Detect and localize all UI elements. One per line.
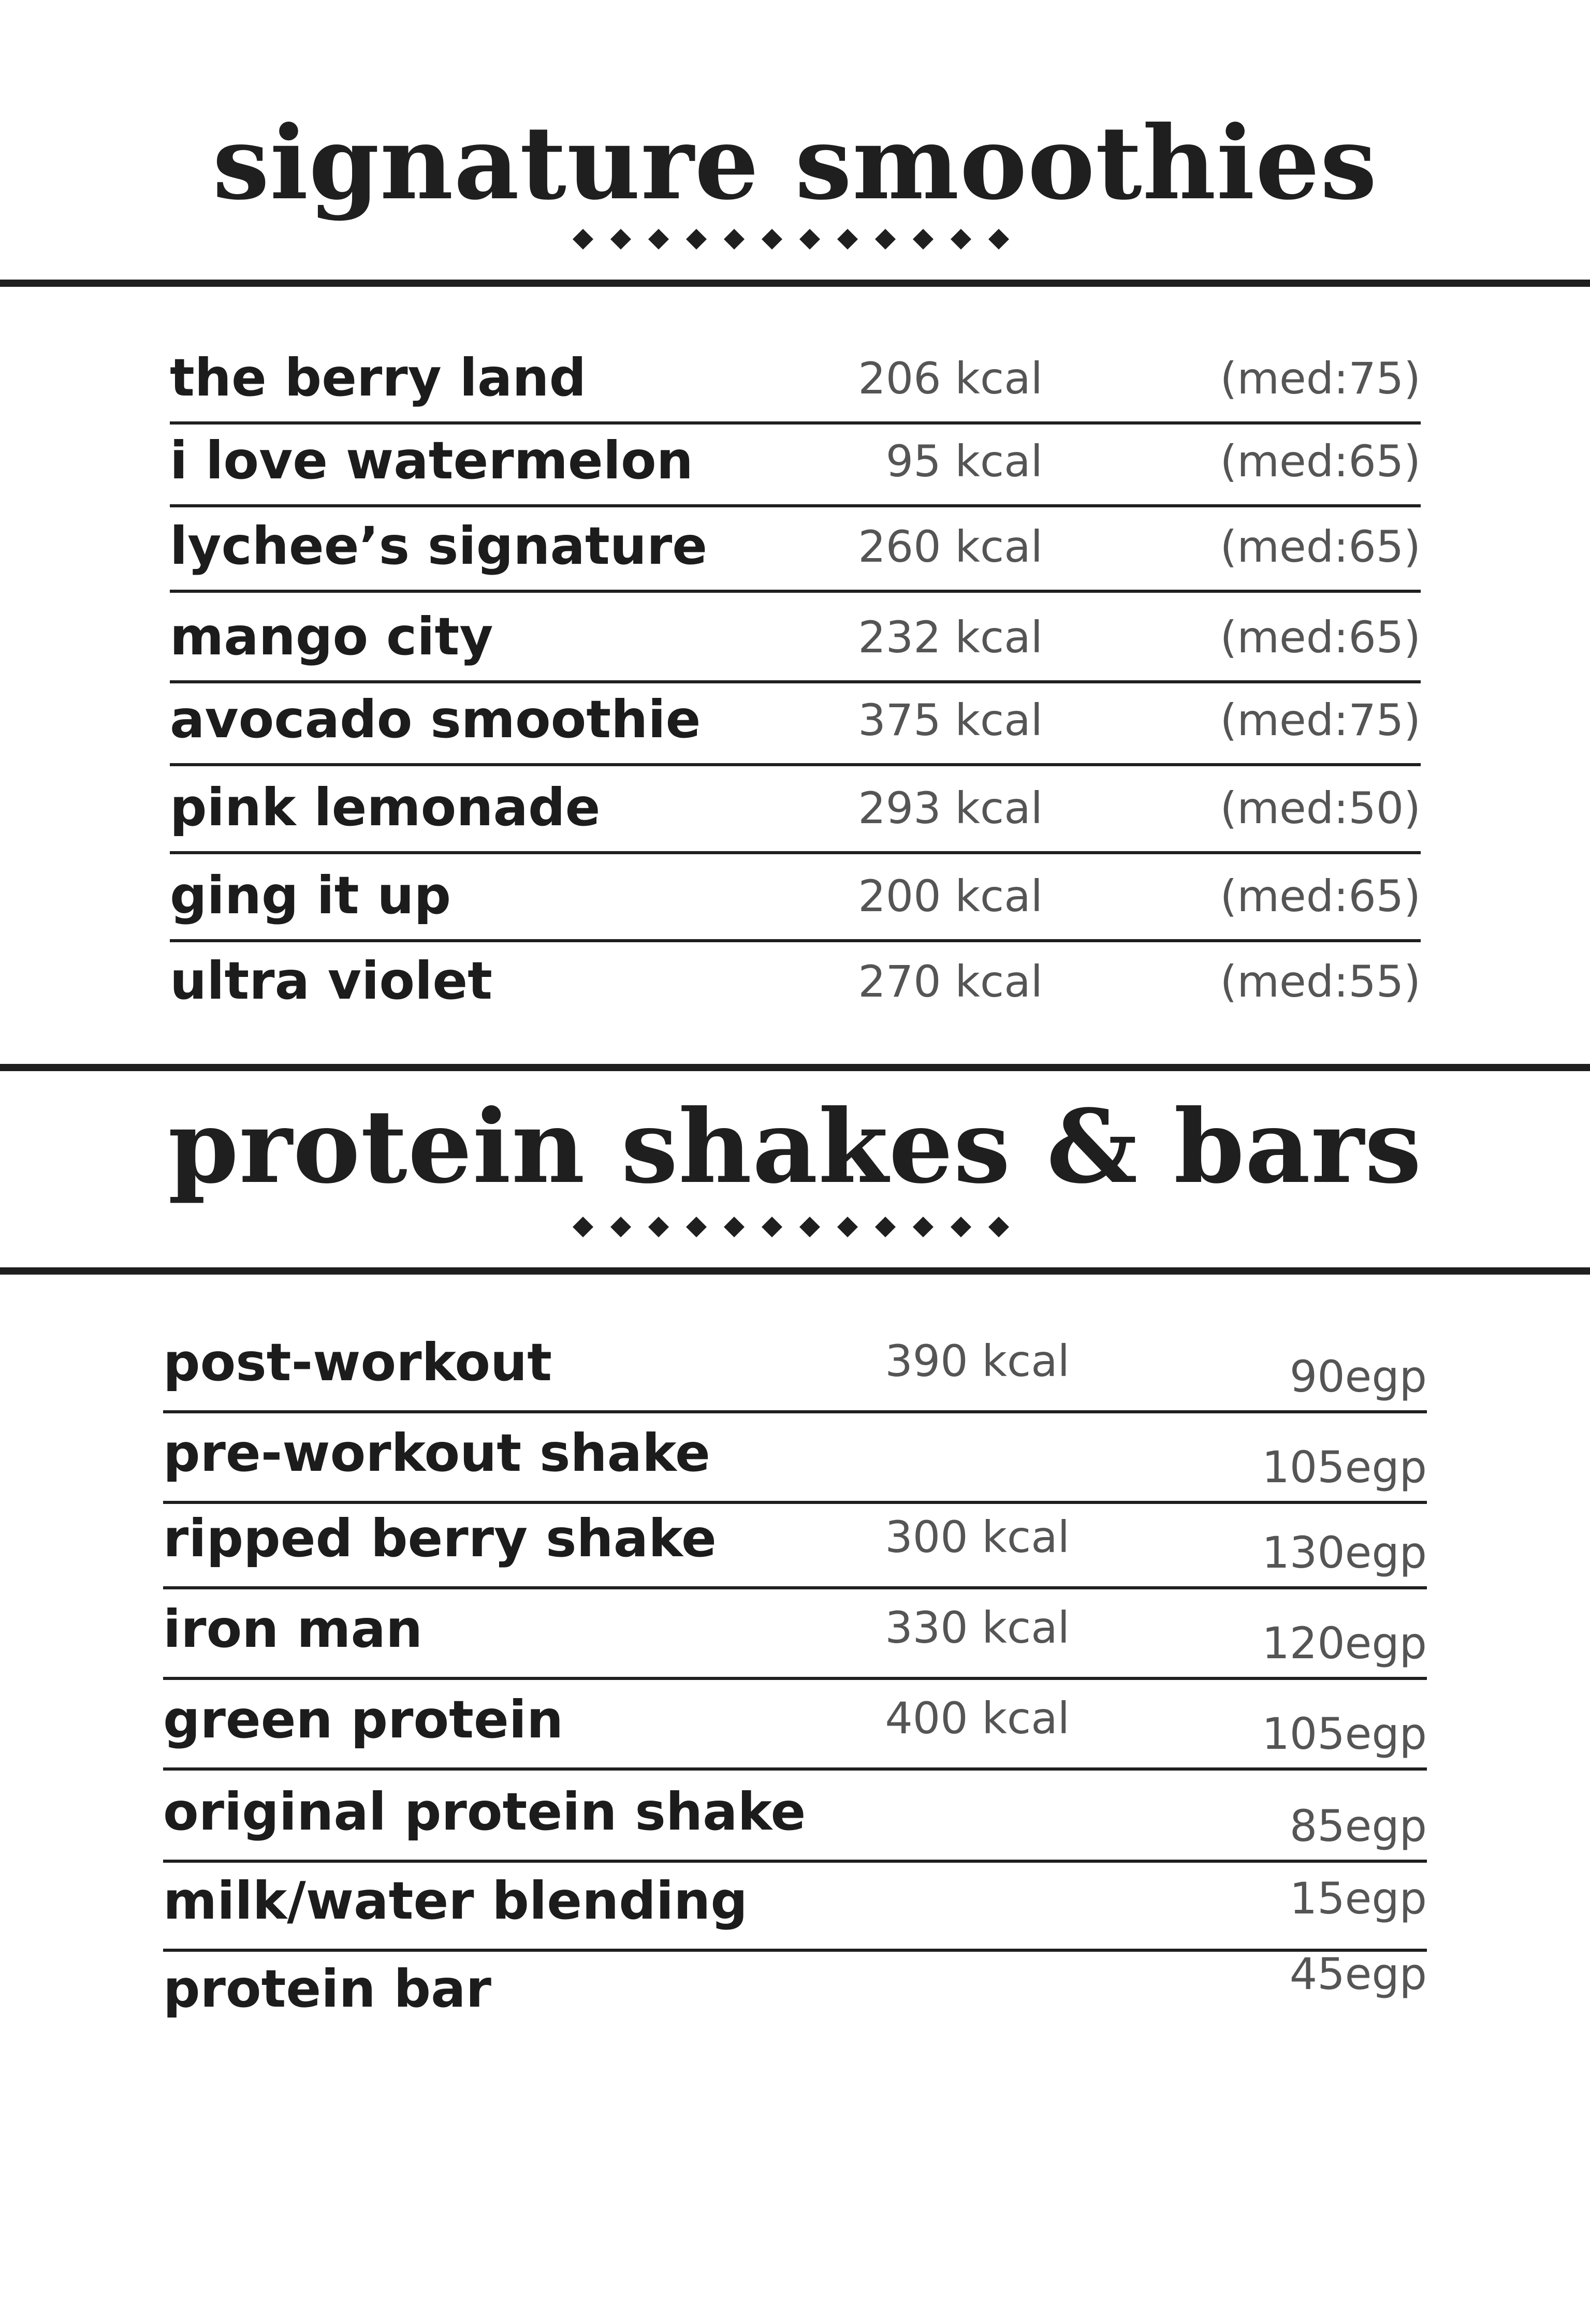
shake-row: [163, 1683, 1427, 1771]
smoothies-top-divider: [0, 280, 1590, 287]
smoothies-title: signature smoothies: [212, 104, 1378, 222]
item-price: (med:65): [1220, 612, 1421, 663]
item-kcal: 232 kcal: [858, 612, 1043, 663]
item-price: 120egp: [1262, 1618, 1427, 1669]
section-divider: [0, 1064, 1590, 1071]
item-price: 90egp: [1289, 1351, 1427, 1402]
item-name: green protein: [163, 1689, 564, 1750]
item-kcal: 375 kcal: [858, 695, 1043, 746]
smoothie-row: [170, 601, 1421, 683]
smoothie-row: [170, 859, 1421, 942]
row-rule: [163, 1677, 1427, 1680]
item-price: 45egp: [1289, 1949, 1427, 1999]
item-kcal: 293 kcal: [858, 783, 1043, 834]
item-price: (med:65): [1220, 871, 1421, 922]
shake-row: [163, 1501, 1427, 1589]
smoothie-row: [170, 945, 1421, 1028]
item-name: mango city: [170, 606, 493, 667]
item-price: 105egp: [1262, 1442, 1427, 1493]
item-price: (med:65): [1220, 436, 1421, 487]
item-name: post-workout: [163, 1332, 552, 1393]
item-price: 105egp: [1262, 1708, 1427, 1759]
row-rule: [163, 1410, 1427, 1413]
row-rule: [170, 590, 1421, 593]
item-price: (med:75): [1220, 695, 1421, 746]
shake-row: [163, 1325, 1427, 1413]
item-kcal: 260 kcal: [858, 521, 1043, 572]
item-name: pre-workout shake: [163, 1423, 710, 1483]
item-name: the berry land: [170, 347, 587, 408]
shake-row: [163, 1592, 1427, 1680]
row-rule: [170, 851, 1421, 854]
row-rule: [163, 1767, 1427, 1771]
item-kcal: 270 kcal: [858, 956, 1043, 1007]
diamond-row-icon: [567, 224, 1023, 255]
row-rule: [170, 504, 1421, 507]
row-rule: [163, 1860, 1427, 1863]
item-price: (med:65): [1220, 521, 1421, 572]
item-name: milk/water blending: [163, 1870, 748, 1931]
row-rule: [163, 1586, 1427, 1589]
item-name: ultra violet: [170, 951, 492, 1011]
item-price: (med:50): [1220, 783, 1421, 834]
shakes-top-divider: [0, 1267, 1590, 1275]
item-price: (med:75): [1220, 353, 1421, 404]
smoothies-diamond-ornament: [0, 224, 1590, 255]
item-kcal: 400 kcal: [885, 1693, 1070, 1744]
shake-row: [163, 1949, 1427, 2040]
item-name: ripped berry shake: [163, 1508, 717, 1569]
smoothie-row: [170, 342, 1421, 425]
diamond-row-icon: [567, 1211, 1023, 1243]
item-price: 130egp: [1262, 1527, 1427, 1578]
shake-row: [163, 1775, 1427, 1863]
item-name: original protein shake: [163, 1781, 806, 1842]
item-kcal: 330 kcal: [885, 1602, 1070, 1653]
shake-row: [163, 1864, 1427, 1952]
item-price: 15egp: [1289, 1873, 1427, 1924]
item-kcal: 206 kcal: [858, 353, 1043, 404]
shakes-title: protein shakes & bars: [168, 1087, 1422, 1206]
item-kcal: 300 kcal: [885, 1512, 1070, 1562]
item-name: i love watermelon: [170, 430, 693, 491]
shake-row: [163, 1416, 1427, 1504]
item-name: iron man: [163, 1599, 423, 1659]
item-kcal: 200 kcal: [858, 871, 1043, 922]
item-name: ging it up: [170, 865, 451, 926]
item-kcal: 390 kcal: [885, 1336, 1070, 1386]
smoothie-row: [170, 771, 1421, 854]
item-kcal: 95 kcal: [885, 436, 1043, 487]
row-rule: [170, 939, 1421, 942]
item-name: lychee’s signature: [170, 516, 708, 576]
smoothie-row: [170, 683, 1421, 766]
item-name: protein bar: [163, 1958, 491, 2019]
row-rule: [170, 763, 1421, 766]
shakes-diamond-ornament: [0, 1211, 1590, 1243]
smoothie-row: [170, 425, 1421, 507]
item-name: avocado smoothie: [170, 689, 701, 750]
item-name: pink lemonade: [170, 777, 601, 838]
item-price: 85egp: [1289, 1801, 1427, 1851]
item-price: (med:55): [1220, 956, 1421, 1007]
smoothie-row: [170, 510, 1421, 593]
